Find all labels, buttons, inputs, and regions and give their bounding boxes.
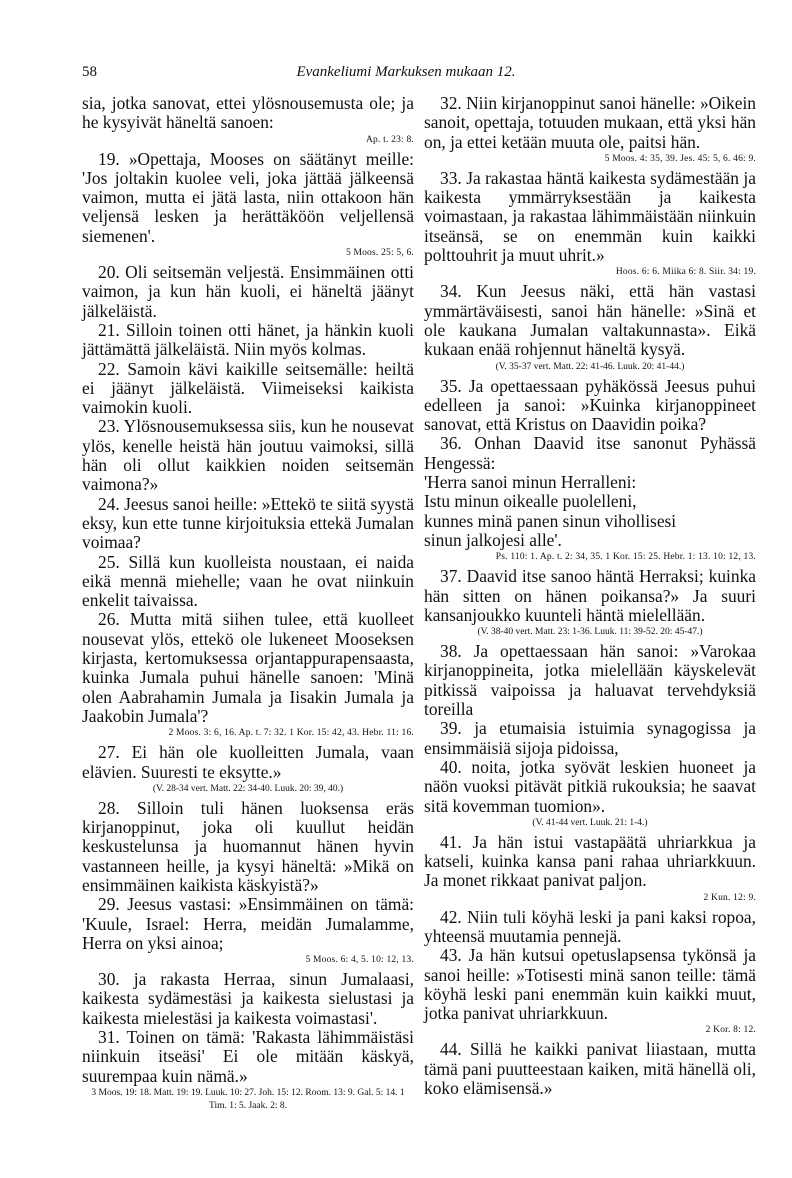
quote-line: sinun jalkojesi alle'.: [424, 529, 562, 550]
parallel-reference: (V. 38-40 vert. Matt. 23: 1-36. Luuk. 11: 39-52. 20: 45-47.): [477, 627, 703, 638]
cross-reference: 5 Moos. 6: 4, 5. 10: 12, 13.: [305, 955, 414, 966]
verse-21: 21. Silloin toinen otti hänet, ja hänkin kuoli jättämättä jälkeläistä. Niin myös kolmas.: [82, 319, 414, 360]
verse-27: 27. Ei hän ole kuolleitten Jumala, vaan elävien. Suuresti te eksytte.»: [82, 742, 414, 782]
cross-reference: 5 Moos. 25: 5, 6.: [345, 248, 414, 259]
verse-23: 23. Ylösnousemuksessa siis, kun he nousevat ylös, kenelle heistä hän joutuu vaimoksi, sillä hän oli ollut kaikkien noiden seitsemän vaimona?»: [82, 416, 414, 495]
verse-38: 38. Ja opettaessaan hän sanoi: »Varokaa kirjanoppineita, jotka mielellään käyskelevät pitkissä vaipoissa ja haluavat tervehdyksiä toreilla: [424, 641, 756, 720]
verse-30: 30. ja rakasta Herraa, sinun Jumalaasi, kaikesta sydämestäsi ja kaikesta sielustasi ja kaikesta mielestäsi ja kaikesta voimastasi'.: [82, 969, 414, 1028]
verse-39: 39. ja etumaisia istuimia synagogissa ja ensimmäisiä sijoja pidoissa,: [424, 718, 756, 758]
verse-37: 37. Daavid itse sanoo häntä Herraksi; kuinka hän sitten on hänen poikansa?» Ja suuri kansanjoukko kuunteli häntä mielellään.: [424, 566, 756, 625]
verse-41: 41. Ja hän istui vastapäätä uhriarkkua ja katseli, kuinka kansa pani rahaa uhriarkkuun. Ja monet rikkaat panivat paljon.: [424, 831, 756, 891]
parallel-reference: (V. 35-37 vert. Matt. 22: 41-46. Luuk. 20: 41-44.): [495, 361, 685, 372]
verse-36: 36. Onhan Daavid itse sanonut Pyhässä Hengessä:: [424, 433, 756, 473]
cross-reference: Ap. t. 23: 8.: [366, 134, 414, 145]
verse-22: 22. Samoin kävi kaikille seitsemälle: heiltä ei jäänyt jälkeläistä. Viimeiseksi kaikista vaimokin kuoli.: [82, 358, 414, 418]
quote-line: Istu minun oikealle puolelleni,: [424, 491, 637, 512]
verse-26: 26. Mutta mitä siihen tulee, että kuolleet nousevat ylös, ettekö ole lukeneet Mooseksen kirjasta, kertomuksessa orjantappurapensaasta, kuinka Jumala puhui hänelle sanoen: 'Minä olen Aabrahamin Jumala ja Iisakin Jumala ja Jaakobin Jumala'?: [82, 609, 414, 726]
verse-31: 31. Toinen on tämä: 'Rakasta lähimmäistäsi niinkuin itseäsi' Ei ole mitään käskyä, suurempaa kuin nämä.»: [82, 1027, 414, 1086]
cross-reference: Ps. 110: 1. Ap. t. 2: 34, 35. 1 Kor. 15: 25. Hebr. 1: 13. 10: 12, 13.: [495, 552, 756, 563]
verse-35: 35. Ja opettaessaan pyhäkössä Jeesus puhui edelleen ja sanoi: »Kuinka kirjanoppineet sanovat, että Kristus on Daavidin poika?: [424, 375, 756, 435]
verse-18-continuation: sia, jotka sanovat, ettei ylösnousemusta ole; ja he kysyivät häneltä sanoen:: [82, 93, 414, 133]
verse-44: 44. Sillä he kaikki panivat liiastaan, mutta tämä pani puutteestaan kaiken, mitä hänellä oli, koko elämisensä.»: [424, 1039, 756, 1099]
cross-reference: 2 Kun. 12: 9.: [703, 892, 756, 903]
verse-40: 40. noita, jotka syövät leskien huoneet ja näön vuoksi pitävät pitkiä rukouksia; he saavat sitä kovemman tuomion».: [424, 756, 756, 816]
quote-line: 'Herra sanoi minun Herralleni:: [424, 472, 637, 493]
cross-reference: 3 Moos. 19: 18. Matt. 19: 19. Luuk. 10: 27. Joh. 15: 12. Room. 13: 9. Gal. 5: 14. 1 Tim. 1: 5. Jaak. 2: 8.: [91, 1087, 405, 1111]
verse-32: 32. Niin kirjanoppinut sanoi hänelle: »Oikein sanoit, opettaja, totuuden mukaan, että yksi hän on, ja ettei ketään muuta ole, paitsi hän.: [424, 93, 756, 152]
verse-34: 34. Kun Jeesus näki, että hän vastasi ymmärtäväisesti, sanoi hän hänelle: »Sinä et ole kaukana Jumalan valtakunnasta». Eikä kukaan enää rohjennut häneltä kysyä.: [424, 281, 756, 360]
verse-19: 19. »Opettaja, Mooses on säätänyt meille: 'Jos joltakin kuolee veli, joka jättää jälkeensä vaimon, mutta ei jätä lasta, niin ottakoon hän veljensä lesken ja herättäköön veljellensä siemenen'.: [82, 148, 414, 246]
verse-33: 33. Ja rakastaa häntä kaikesta sydämestään ja kaikesta ymmärryksestään ja kaikesta voimastaan, ja rakastaa lähimmäistään niinkuin itseänsä, se on enemmän kuin kaikki polttouhrit ja muut uhrit.»: [424, 167, 756, 266]
right-column: [424, 94, 756, 1098]
verse-24: 24. Jeesus sanoi heille: »Ettekö te siitä syystä eksy, kun ette tunne kirjoituksia ettekä Jumalan voimaa?: [82, 493, 414, 553]
verse-42: 42. Niin tuli köyhä leski ja pani kaksi ropoa, yhteensä muutamia pennejä.: [424, 906, 756, 946]
verse-25: 25. Sillä kun kuolleista noustaan, ei naida eikä mennä miehelle; vaan he ovat niinkuin enkelit taivaissa.: [82, 551, 414, 611]
cross-reference: Hoos. 6: 6. Miika 6: 8. Siir. 34: 19.: [615, 267, 756, 278]
parallel-reference: (V. 28-34 vert. Matt. 22: 34-40. Luuk. 20: 39, 40.): [152, 783, 344, 794]
cross-reference: 2 Moos. 3: 6, 16. Ap. t. 7: 32. 1 Kor. 15: 42, 43. Hebr. 11: 16.: [168, 728, 414, 739]
running-title: Evankeliumi Markuksen mukaan 12.: [296, 64, 516, 80]
left-column: [82, 94, 414, 1116]
cross-reference: 2 Kor. 8: 12.: [705, 1025, 756, 1036]
verse-29: 29. Jeesus vastasi: »Ensimmäinen on tämä: 'Kuule, Israel: Herra, meidän Jumalamme, Herra on yksi ainoa;: [82, 894, 414, 953]
verse-20: 20. Oli seitsemän veljestä. Ensimmäinen otti vaimon, ja kun hän kuoli, ei häneltä jäänyt jälkeläistä.: [82, 262, 414, 321]
quote-line: kunnes minä panen sinun vihollisesi: [424, 510, 677, 531]
page-number: 58: [82, 64, 97, 80]
verse-43: 43. Ja hän kutsui opetuslapsensa tykönsä ja sanoi heille: »Totisesti minä sanon teille: tämä köyhä leski pani enemmän kuin kaikki muut, jotka panivat uhriarkkuun.: [424, 945, 756, 1024]
parallel-reference: (V. 41-44 vert. Luuk. 21: 1-4.): [532, 817, 648, 828]
cross-reference: 5 Moos. 4: 35, 39. Jes. 45: 5, 6. 46: 9.: [604, 153, 756, 164]
verse-28: 28. Silloin tuli hänen luoksensa eräs kirjanoppinut, joka oli kuullut heidän keskustelunsa ja huomannut hänen hyvin vastanneen heille, ja kysyi häneltä: »Mikä on ensimmäinen kaikista käskyistä?»: [82, 797, 414, 895]
